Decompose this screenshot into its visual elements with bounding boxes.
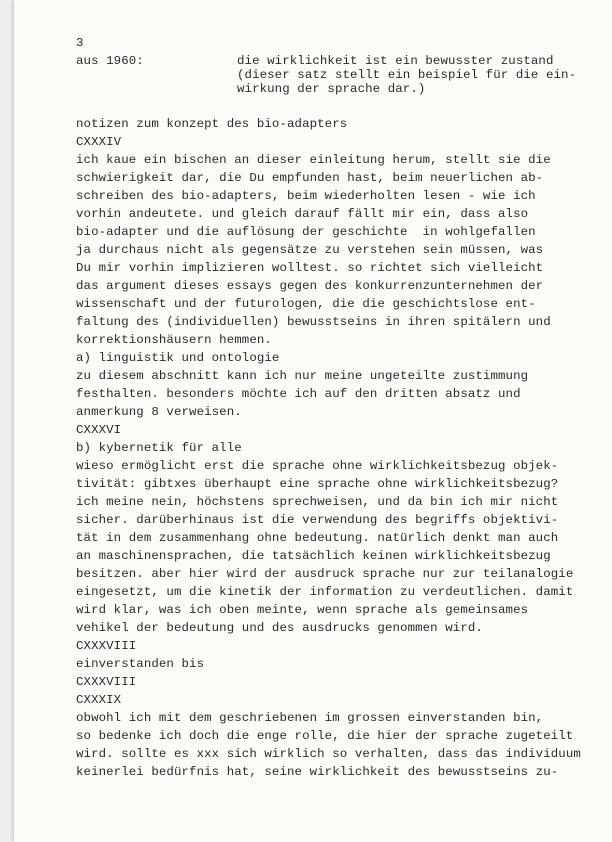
- body-line: besitzen. aber hier wird der ausdruck sprache nur zur teilanalogie: [76, 567, 574, 581]
- body-line: vorhin andeutete. und gleich darauf fällt mir ein, dass also: [76, 207, 529, 221]
- body-line: einverstanden bis: [76, 657, 205, 671]
- section-number: CXXXVIII: [76, 675, 137, 689]
- quote-line: wirkung der sprache dar.): [237, 82, 426, 96]
- subsection-heading: a) linguistik und ontologie: [76, 351, 280, 365]
- quote-line: (dieser satz stellt ein beispiel für die ein-: [237, 68, 577, 82]
- body-line: eingesetzt, um die kinetik der information zu verdeutlichen. damit: [76, 585, 574, 599]
- section-number: CXXXIV: [76, 135, 122, 149]
- body-line: festhalten. besonders möchte ich auf den dritten absatz und: [76, 387, 521, 401]
- body-line: wird klar, was ich oben meinte, wenn sprache als gemeinsames: [76, 603, 529, 617]
- body-line: obwohl ich mit dem geschriebenen im grossen einverstanden bin,: [76, 711, 544, 725]
- section-number: CXXXIX: [76, 693, 122, 707]
- body-line: anmerkung 8 verweisen.: [76, 405, 242, 419]
- section-number: CXXXVIII: [76, 639, 137, 653]
- body-line: sicher. darüberhinaus ist die verwendung des begriffs objektivi-: [76, 513, 559, 527]
- body-line: wird. sollte es xxx sich wirklich so verhalten, dass das individuum: [76, 747, 581, 761]
- body-line: ich kaue ein bischen an dieser einleitung herum, stellt sie die: [76, 153, 551, 167]
- page-number: 3: [76, 36, 84, 50]
- body-line: tivität: gibtxes überhaupt eine sprache ohne wirklichkeitsbezug?: [76, 477, 559, 491]
- body-line: vehikel der bedeutung und des ausdrucks genommen wird.: [76, 621, 483, 635]
- body-line: tät in dem zusammenhang ohne bedeutung. natürlich denkt man auch: [76, 531, 559, 545]
- body-line: ich meine nein, höchstens sprechweisen, und da bin ich mir nicht: [76, 495, 559, 509]
- body-line: zu diesem abschnitt kann ich nur meine ungeteilte zustimmung: [76, 369, 529, 383]
- body-line: wissenschaft und der futurologen, die die geschichtslose ent-: [76, 297, 536, 311]
- section-heading: notizen zum konzept des bio-adapters: [76, 117, 348, 131]
- body-line: schreiben des bio-adapters, beim wiederholten lesen - wie ich: [76, 189, 536, 203]
- body-line: das argument dieses essays gegen des konkurrenzunternehmen der: [76, 279, 544, 293]
- body-line: schwierigkeit dar, die Du empfunden hast, beim neuerlichen ab-: [76, 171, 544, 185]
- date-label: aus 1960:: [76, 54, 144, 68]
- body-line: bio-adapter und die auflösung der geschichte in wohlgefallen: [76, 225, 536, 239]
- body-line: keinerlei bedürfnis hat, seine wirklichkeit des bewusstseins zu-: [76, 765, 559, 779]
- subsection-heading: b) kybernetik für alle: [76, 441, 242, 455]
- body-line: wieso ermöglicht erst die sprache ohne wirklichkeitsbezug objek-: [76, 459, 559, 473]
- quote-line: die wirklichkeit ist ein bewusster zustand: [237, 54, 554, 68]
- body-line: faltung des (individuellen) bewusstseins in ihren spitälern und: [76, 315, 551, 329]
- section-number: CXXXVI: [76, 423, 122, 437]
- body-line: Du mir vorhin implizieren wolltest. so richtet sich vielleicht: [76, 261, 544, 275]
- body-line: an maschinensprachen, die tatsächlich keinen wirklichkeitsbezug: [76, 549, 551, 563]
- body-line: ja durchaus nicht als gegensätze zu verstehen sein müssen, was: [76, 243, 544, 257]
- body-line: so bedenke ich doch die enge rolle, die hier der sprache zugeteilt: [76, 729, 574, 743]
- typewritten-page: [14, 0, 612, 842]
- body-line: korrektionshäusern hemmen.: [76, 333, 272, 347]
